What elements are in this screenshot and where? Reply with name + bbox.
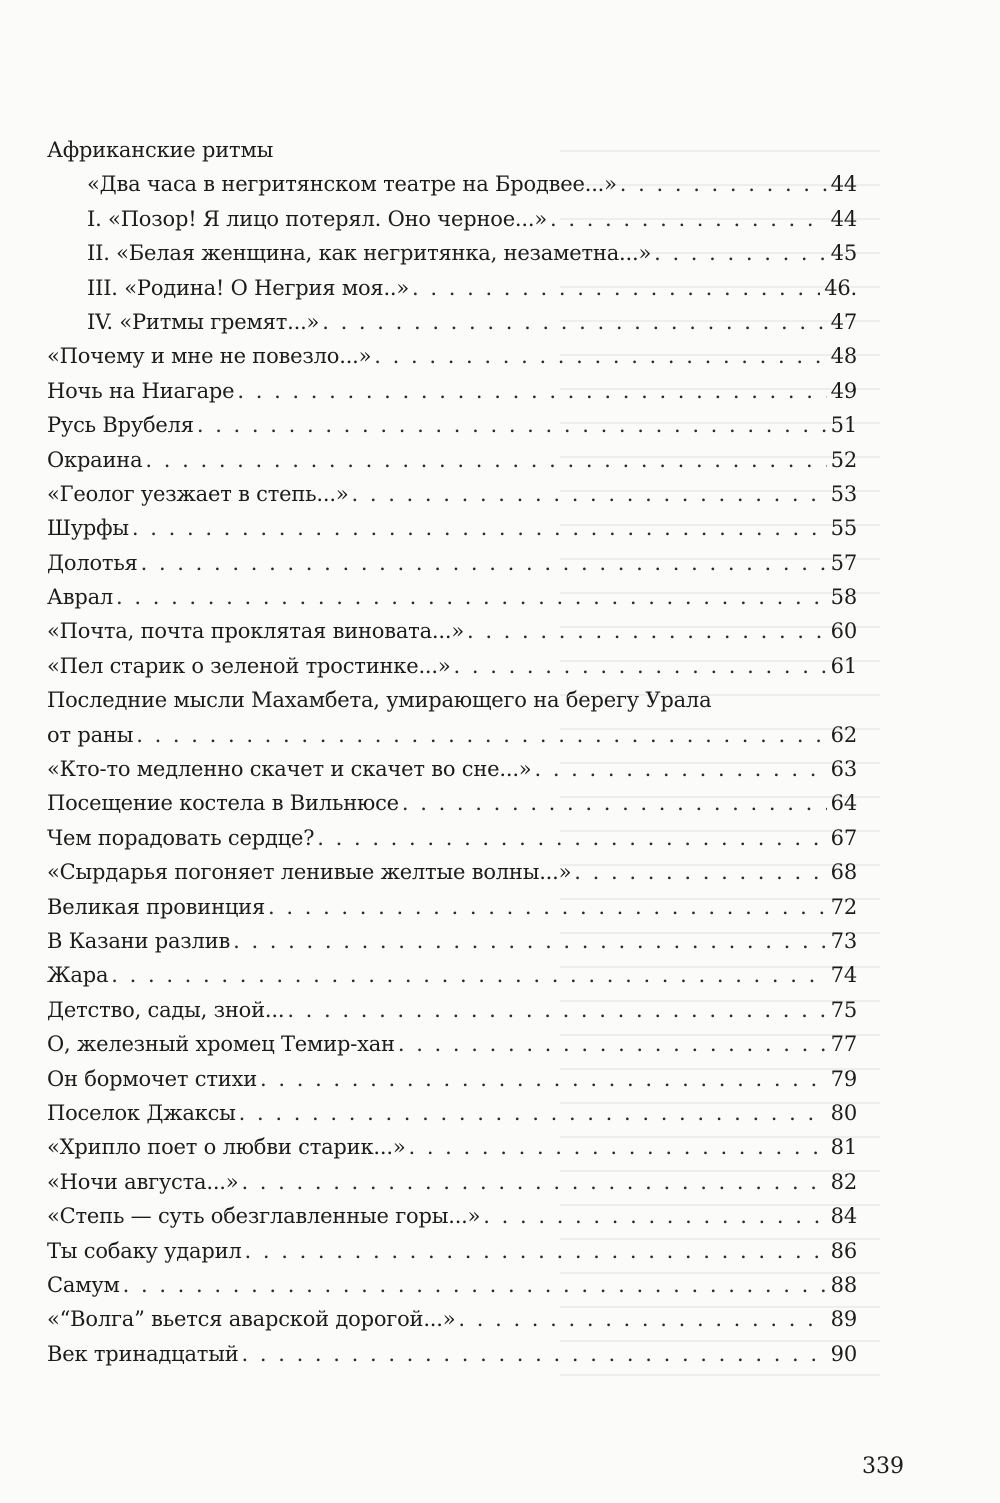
toc-entry-title: I. «Позор! Я лицо потерял. Оно черное...» [87, 206, 547, 231]
toc-entry [47, 649, 857, 683]
toc-leader-dots [233, 924, 827, 958]
toc-entry-page: 68 [830, 860, 857, 885]
toc-entry-page: 58 [830, 585, 857, 610]
toc-entry-title: Он бормочет стихи [47, 1066, 258, 1091]
toc-entry [47, 167, 857, 201]
toc-entry [47, 614, 857, 648]
toc-entry-title: Посещение костела в Вильнюсе [47, 791, 399, 816]
toc-leader-dots [374, 339, 826, 373]
toc-entry-page: 62 [830, 722, 857, 747]
toc-entry-title: О, железный хромец Темир-хан [47, 1032, 395, 1057]
toc-leader-dots [402, 786, 827, 820]
toc-entry-page: 52 [830, 447, 857, 472]
toc-leader-dots [260, 1062, 827, 1096]
toc-entry-page: 55 [830, 516, 857, 541]
toc-entry-page: 74 [830, 963, 857, 988]
toc-leader-dots [454, 649, 827, 683]
toc-entry-page: 45 [830, 241, 857, 266]
toc-entry-page: 81 [830, 1135, 857, 1160]
toc-entry-page: 75 [830, 997, 857, 1022]
toc-entry-title: II. «Белая женщина, как негритянка, незаметна...» [87, 241, 652, 266]
toc-entry-title: «Хрипло поет о любви старик...» [47, 1135, 406, 1160]
toc-entry-page: 53 [830, 481, 857, 506]
toc-entry [47, 408, 857, 442]
toc-entry-page: 60 [830, 619, 857, 644]
toc-leader-dots [398, 1027, 827, 1061]
toc-entry-page: 79 [830, 1066, 857, 1091]
toc-entry [47, 236, 857, 270]
toc-entry-page: 67 [830, 825, 857, 850]
toc-entry [47, 1234, 857, 1268]
toc-entry [47, 511, 857, 545]
toc-entry-title: «Геолог уезжает в степь...» [47, 481, 349, 506]
toc-entry-page: 90 [830, 1341, 857, 1366]
toc-entry [47, 1268, 857, 1302]
toc-entry-title: «Почта, почта проклятая виновата...» [47, 619, 464, 644]
toc-leader-dots [287, 993, 826, 1027]
toc-leader-dots [467, 614, 827, 648]
toc-entry-page: 82 [830, 1169, 857, 1194]
toc-entry [47, 339, 857, 373]
toc-entry [47, 1302, 857, 1336]
toc-leader-dots [241, 1165, 826, 1199]
toc-entry [47, 271, 857, 305]
toc-leader-dots [245, 1234, 827, 1268]
toc-entry [47, 786, 857, 820]
toc-entry-page: 47 [830, 309, 857, 334]
toc-entry [47, 1062, 857, 1096]
toc-leader-dots [352, 477, 827, 511]
toc-entry-title: от раны [47, 722, 134, 747]
toc-entry [47, 890, 857, 924]
toc-entry [47, 202, 857, 236]
toc-entry [47, 1165, 857, 1199]
toc-entry [47, 580, 857, 614]
toc-entry-page: 72 [830, 894, 857, 919]
toc-leader-dots [239, 1096, 827, 1130]
toc-entry-title: «“Волга” вьется аварской дорогой...» [47, 1307, 456, 1332]
toc-entry [47, 993, 857, 1027]
toc-entry-title: «Кто-то медленно скачет и скачет во сне...» [47, 757, 532, 782]
toc-entry-page: 64 [830, 791, 857, 816]
toc-entry-title: «Пел старик о зеленой тростинке...» [47, 653, 451, 678]
toc-entry-page: 44 [830, 206, 857, 231]
toc-entry [47, 958, 857, 992]
toc-leader-dots [408, 1130, 826, 1164]
toc-leader-dots [654, 236, 827, 270]
toc-entry [47, 855, 857, 889]
toc-entry-title: Ты собаку ударил [47, 1238, 242, 1263]
toc-leader-dots [574, 855, 826, 889]
toc-entry-title: Африканские ритмы [47, 138, 274, 162]
toc-entry-page: 88 [830, 1272, 857, 1297]
toc-leader-dots [550, 202, 827, 236]
toc-entry-title: В Казани разлив [47, 928, 231, 953]
toc-entry-title: III. «Родина! О Негрия моя..» [87, 275, 410, 300]
toc-entry-title: IV. «Ритмы гремят...» [87, 309, 320, 334]
toc-entry-title: Ночь на Ниагаре [47, 378, 235, 403]
toc-entry-title: «Ночи августа...» [47, 1169, 239, 1194]
toc-entry-page: 49 [830, 378, 857, 403]
toc-leader-dots [141, 546, 827, 580]
toc-heading [47, 683, 857, 717]
toc-entry [47, 924, 857, 958]
toc-entry-title: Детство, сады, зной... [47, 997, 285, 1022]
toc-entry [47, 443, 857, 477]
toc-leader-dots [197, 408, 827, 442]
toc-entry-title: Окраина [47, 447, 143, 472]
toc-leader-dots [123, 1268, 827, 1302]
toc-entry-title: Русь Врубеля [47, 413, 194, 438]
toc-entry-page: 86 [830, 1238, 857, 1263]
toc-entry-page: 44 [830, 172, 857, 197]
toc-entry-title: Самум [47, 1272, 120, 1297]
toc-leader-dots [483, 1199, 826, 1233]
toc-leader-dots [317, 821, 826, 855]
toc-leader-dots [620, 167, 827, 201]
toc-entry [47, 1027, 857, 1061]
toc-entry-page: 89 [830, 1307, 857, 1332]
toc-leader-dots [458, 1302, 826, 1336]
toc-entry-page: 46. [824, 275, 857, 300]
toc-leader-dots [136, 718, 826, 752]
toc-leader-dots [111, 958, 826, 992]
toc-leader-dots [412, 271, 820, 305]
toc-entry [47, 1130, 857, 1164]
page-number: 339 [862, 1454, 904, 1479]
toc-entry-title: Жара [47, 963, 109, 988]
toc-entry-title: «Сырдарья погоняет ленивые желтые волны...» [47, 860, 572, 885]
toc-entry-title: Последние мысли Махамбета, умирающего на берегу Урала [47, 688, 712, 713]
toc-leader-dots [132, 511, 827, 545]
toc-leader-dots [145, 443, 826, 477]
toc-entry-page: 48 [830, 344, 857, 369]
toc-entry [47, 821, 857, 855]
toc-entry-title: Аврал [47, 585, 114, 610]
toc-leader-dots [534, 752, 826, 786]
toc-entry [47, 477, 857, 511]
toc-entry-page: 57 [830, 550, 857, 575]
toc-entry [47, 374, 857, 408]
toc-entry-page: 51 [830, 413, 857, 438]
toc-entry [47, 546, 857, 580]
toc-entry [47, 1199, 857, 1233]
toc-entry-page: 73 [830, 928, 857, 953]
toc-entry [47, 305, 857, 339]
toc-entry-title: Век тринадцатый [47, 1341, 239, 1366]
toc-entry-title: Шурфы [47, 516, 129, 541]
toc-entry-page: 77 [830, 1032, 857, 1057]
table-of-contents [47, 133, 857, 1371]
toc-entry-title: Поселок Джаксы [47, 1100, 236, 1125]
toc-entry-page: 80 [830, 1100, 857, 1125]
toc-entry-title: «Почему и мне не повезло...» [47, 344, 372, 369]
toc-entry-title: Великая провинция [47, 894, 266, 919]
toc-leader-dots [116, 580, 827, 614]
toc-heading [47, 133, 857, 167]
toc-leader-dots [322, 305, 826, 339]
toc-entry-page: 61 [830, 653, 857, 678]
toc-entry-title: «Два часа в негритянском театре на Бродвее...» [87, 172, 617, 197]
toc-leader-dots [237, 374, 826, 408]
toc-entry [47, 1096, 857, 1130]
toc-entry [47, 1337, 857, 1371]
toc-leader-dots [242, 1337, 827, 1371]
toc-leader-dots [268, 890, 827, 924]
toc-entry-page: 63 [830, 757, 857, 782]
toc-entry [47, 752, 857, 786]
toc-entry-title: Чем порадовать сердце? [47, 825, 315, 850]
toc-entry-title: Долотья [47, 550, 138, 575]
toc-entry [47, 718, 857, 752]
toc-entry-title: «Степь — суть обезглавленные горы...» [47, 1204, 481, 1229]
toc-entry-page: 84 [830, 1204, 857, 1229]
